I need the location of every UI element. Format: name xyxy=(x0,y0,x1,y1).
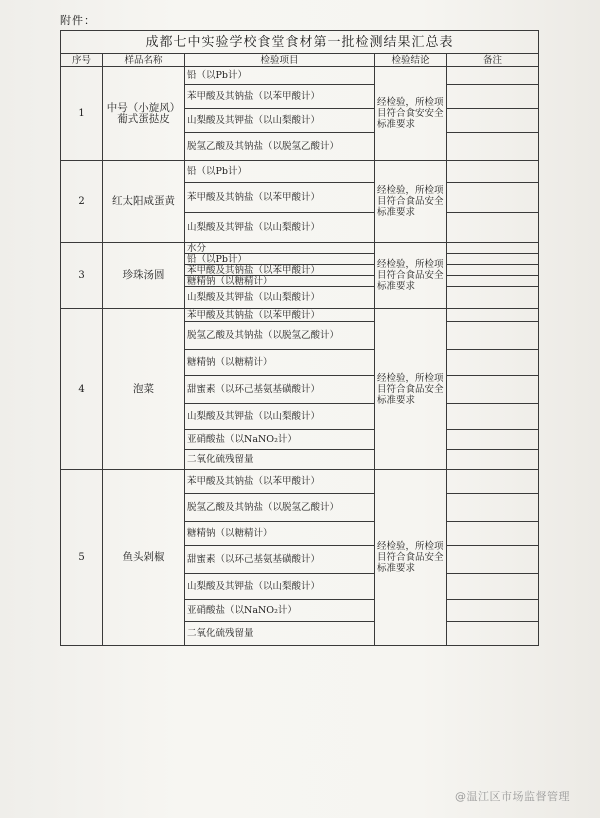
note-cell xyxy=(447,430,539,450)
sample-name: 中号（小旋风）葡式蛋挞皮 xyxy=(103,67,185,161)
table-row xyxy=(61,161,539,183)
test-item: 山梨酸及其钾盐（以山梨酸计） xyxy=(185,574,375,600)
results-table xyxy=(60,30,539,646)
note-cell xyxy=(447,183,539,213)
sample-no: 4 xyxy=(61,309,103,470)
test-item: 山梨酸及其钾盐（以山梨酸计） xyxy=(185,404,375,430)
test-item: 山梨酸及其钾盐（以山梨酸计） xyxy=(185,109,375,133)
header-item: 检验项目 xyxy=(185,54,375,67)
sample-no: 5 xyxy=(61,470,103,646)
test-item: 糖精钠（以糖精计） xyxy=(185,522,375,546)
note-cell xyxy=(447,470,539,494)
test-conclusion: 经检验，所检项目符合食品安全标准要求 xyxy=(375,309,447,470)
sample-name: 红太阳咸蛋黄 xyxy=(103,161,185,243)
header-conclusion: 检验结论 xyxy=(375,54,447,67)
note-cell xyxy=(447,265,539,276)
sample-name: 鱼头剁椒 xyxy=(103,470,185,646)
test-item: 铅（以Pb计） xyxy=(185,67,375,85)
note-cell xyxy=(447,309,539,322)
test-item: 苯甲酸及其钠盐（以苯甲酸计） xyxy=(185,470,375,494)
sample-no: 2 xyxy=(61,161,103,243)
sample-no: 1 xyxy=(61,67,103,161)
test-conclusion: 经检验，所检项目符合食品安全标准要求 xyxy=(375,470,447,646)
note-cell xyxy=(447,600,539,622)
test-item: 亚硝酸盐（以NaNO₂计） xyxy=(185,430,375,450)
test-item: 亚硝酸盐（以NaNO₂计） xyxy=(185,600,375,622)
note-cell xyxy=(447,546,539,574)
watermark: @温江区市场监督管理 xyxy=(455,790,570,803)
note-cell xyxy=(447,85,539,109)
sample-no: 3 xyxy=(61,243,103,309)
table-row xyxy=(61,243,539,254)
annex-label: 附件： xyxy=(60,14,96,27)
table-row xyxy=(61,309,539,322)
note-cell xyxy=(447,67,539,85)
test-item: 苯甲酸及其钠盐（以苯甲酸计） xyxy=(185,183,375,213)
test-item: 脱氢乙酸及其钠盐（以脱氢乙酸计） xyxy=(185,133,375,161)
test-item: 苯甲酸及其钠盐（以苯甲酸计） xyxy=(185,309,375,322)
header-name: 样品名称 xyxy=(103,54,185,67)
test-item: 山梨酸及其钾盐（以山梨酸计） xyxy=(185,213,375,243)
note-cell xyxy=(447,109,539,133)
header-note: 备注 xyxy=(447,54,539,67)
test-item: 铅（以Pb计） xyxy=(185,161,375,183)
note-cell xyxy=(447,243,539,254)
note-cell xyxy=(447,276,539,287)
test-item: 铅（以Pb计） xyxy=(185,254,375,265)
table-title: 成都七中实验学校食堂食材第一批检测结果汇总表 xyxy=(61,31,539,54)
sample-name: 泡菜 xyxy=(103,309,185,470)
note-cell xyxy=(447,522,539,546)
test-item: 糖精钠（以糖精计） xyxy=(185,350,375,376)
note-cell xyxy=(447,287,539,309)
note-cell xyxy=(447,133,539,161)
test-conclusion: 经检验，所检项目符合食安安全标准要求 xyxy=(375,67,447,161)
note-cell xyxy=(447,450,539,470)
sample-name: 珍珠汤圆 xyxy=(103,243,185,309)
note-cell xyxy=(447,213,539,243)
note-cell xyxy=(447,494,539,522)
table-row xyxy=(61,470,539,494)
test-item: 苯甲酸及其钠盐（以苯甲酸计） xyxy=(185,265,375,276)
header-no: 序号 xyxy=(61,54,103,67)
note-cell xyxy=(447,254,539,265)
test-item: 糖精钠（以糖精计） xyxy=(185,276,375,287)
test-item: 苯甲酸及其钠盐（以苯甲酸计） xyxy=(185,85,375,109)
test-conclusion: 经检验，所检项目符合食品安全标准要求 xyxy=(375,161,447,243)
note-cell xyxy=(447,322,539,350)
test-item: 甜蜜素（以环己基氨基磺酸计） xyxy=(185,546,375,574)
note-cell xyxy=(447,161,539,183)
test-item: 二氧化硫残留量 xyxy=(185,450,375,470)
note-cell xyxy=(447,404,539,430)
test-item: 山梨酸及其钾盐（以山梨酸计） xyxy=(185,287,375,309)
note-cell xyxy=(447,350,539,376)
note-cell xyxy=(447,622,539,646)
test-item: 脱氢乙酸及其钠盐（以脱氢乙酸计） xyxy=(185,494,375,522)
test-item: 二氧化硫残留量 xyxy=(185,622,375,646)
note-cell xyxy=(447,574,539,600)
table-row xyxy=(61,67,539,85)
test-item: 脱氢乙酸及其钠盐（以脱氢乙酸计） xyxy=(185,322,375,350)
test-item: 甜蜜素（以环己基氨基磺酸计） xyxy=(185,376,375,404)
test-item: 水分 xyxy=(185,243,375,254)
note-cell xyxy=(447,376,539,404)
test-conclusion: 经检验，所检项目符合食品安全标准要求 xyxy=(375,243,447,309)
